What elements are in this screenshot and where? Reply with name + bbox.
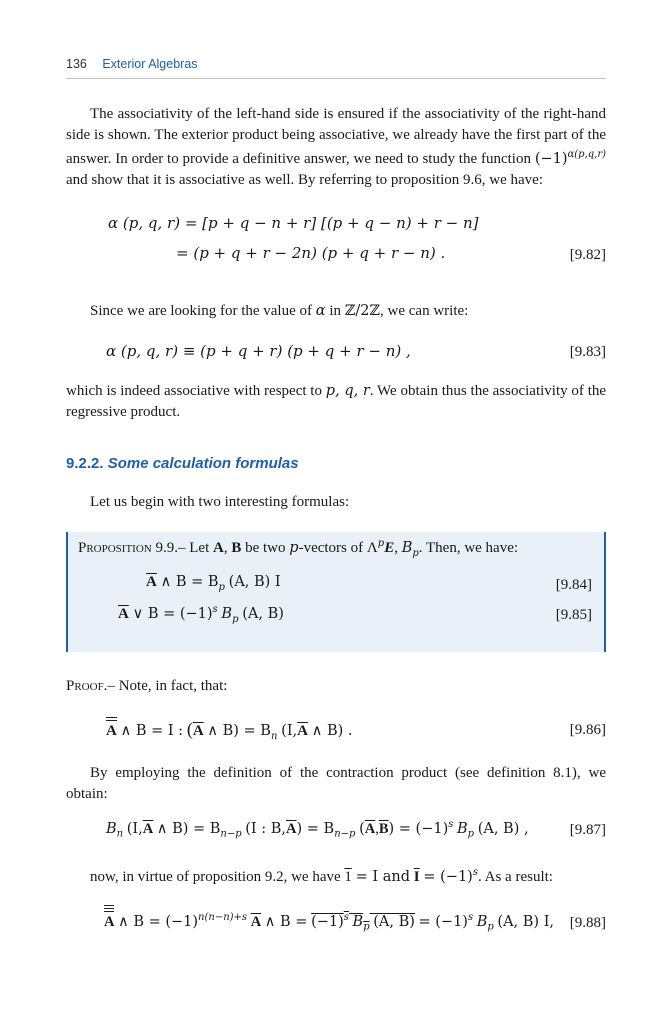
section-heading [66, 455, 299, 472]
function-base: (−1) [534, 151, 568, 168]
eq986-lhs: ∧ B = I : [120, 723, 184, 739]
A-bar: $\overline{A}$ [250, 913, 262, 930]
comma: , [223, 540, 228, 556]
paragraph3-pre: which is indeed associative with respect to [66, 383, 322, 399]
eq984-sub: p [218, 582, 225, 593]
eq988-p2: ∧ B = [264, 913, 308, 930]
symbol-A: A [213, 540, 224, 556]
I-bar: $\overline{I}$ [413, 869, 420, 885]
section-number: 9.2.2. [66, 455, 104, 472]
running-header [66, 57, 606, 79]
Bp-sub: p [412, 548, 419, 559]
equation-number-982: [9.82] [569, 247, 606, 263]
eq988-p6: = (−1) [418, 913, 468, 930]
equation-number-984: [9.84] [555, 577, 592, 593]
eq987-B2: B [457, 820, 468, 837]
section-title: Some calculation formulas [107, 455, 299, 472]
A-bar: $\overline{A}$ [364, 820, 376, 837]
symbol-Bp: B [401, 540, 413, 556]
eq988-sup2: s [343, 912, 349, 923]
proof-dash: – [107, 678, 115, 694]
A-bar: $\overline{A}$ [146, 574, 157, 590]
paragraph1-tail: and show that it is associative as well. By referring to proposition 9.6, we have: [66, 171, 543, 188]
eq988-overlined-group [311, 912, 415, 933]
eq987-p1: (I, [126, 820, 143, 837]
eq988-p8: (A, B) I, [497, 913, 555, 930]
eq987-sub2: n−p [220, 828, 242, 840]
eq988-sup3: s [467, 912, 474, 923]
paragraph3-vars: p, q, r [325, 383, 370, 399]
eq987-sub4: p [467, 828, 475, 840]
equation-number-988: [9.88] [569, 915, 606, 931]
paragraph3-post: . We obtain thus the associativity of the regressive product. [66, 383, 607, 420]
paragraph6-post: . As a result: [477, 869, 553, 885]
paragraph2-mid: in [329, 303, 341, 319]
proof-text: Note, in fact, that: [118, 678, 228, 694]
proposition-text-vectors: -vectors of [298, 540, 364, 556]
paragraph-regressive [66, 381, 606, 422]
equation-985 [118, 604, 284, 625]
equation-982-line2: = (p + q + r − 2n) (p + q + r − n) . [176, 244, 446, 262]
eq987-B: B [106, 820, 117, 837]
eq986-mid: ∧ B) = B [207, 723, 271, 739]
proof-intro [66, 676, 606, 697]
eq988-sub: p [363, 921, 370, 933]
eq988-p5: (A, B) [373, 913, 415, 930]
eq987-p7: ) = (−1) [388, 820, 449, 837]
eq987-p2: ∧ B) = B [156, 820, 221, 837]
paragraph-contraction: By employing the definition of the contraction product (see definition 8.1), we obtain: [66, 765, 606, 802]
eq986-sub: n [270, 731, 278, 742]
equation-986: A ∧ B = I : ($\overline{A}$ ∧ $B) = B_n$ ($I,\overline{A}$ ∧ B) . [106, 719, 353, 742]
eq985-sub: p [232, 614, 239, 625]
paragraph-associativity [66, 104, 606, 190]
symbol-lambda: Λ [366, 540, 378, 556]
eq987-p3: (I : B, [245, 820, 287, 837]
eq985-rest: ∨ B = (−1) [132, 606, 213, 622]
equation-988 [104, 912, 554, 933]
equation-987 [106, 819, 529, 840]
paragraph6-pre: now, in virtue of proposition 9.2, we have [90, 869, 341, 885]
paragraph2-pre: Since we are looking for the value of [90, 303, 313, 319]
proposition-text-pre: Let [189, 540, 210, 556]
paragraph-proposition-92 [66, 863, 606, 888]
proposition-dash: – [178, 540, 186, 556]
equation-983: α (p, q, r) ≡ (p + q + r) (p + q + r − n) , [106, 342, 411, 360]
equation-984 [146, 574, 281, 593]
paragraph2-post: , we can write: [380, 303, 469, 319]
A-bar: $\overline{A}$ [118, 606, 129, 622]
equation-number-985: [9.85] [555, 607, 592, 623]
running-title: Exterior Algebras [102, 57, 198, 71]
eq988-p3: (−1) [311, 913, 344, 930]
A-triple-bar: A [104, 913, 115, 930]
A-double-bar: A [106, 723, 117, 739]
proposition-text-post: . Then, we have: [418, 540, 519, 556]
eq984-tail: (A, B) I [228, 574, 281, 590]
proposition-statement: Proposition 9.9.– Let A, B be two p-vectors of $\Lambda^pE$, $B_p$. Then, we have: [78, 538, 519, 559]
eq986-tail: (I, [281, 723, 298, 739]
eq987-p4: ) = B [296, 820, 335, 837]
function-expression [535, 151, 606, 167]
group-z2z: ℤ/2ℤ [344, 303, 381, 319]
eq987-sub3: n−p [334, 828, 356, 840]
paragraph-intro: Let us begin with two interesting formulas: [90, 494, 350, 510]
eq987-p5: ( [359, 820, 365, 837]
eq987-p9: (A, B) , [477, 820, 529, 837]
A-bar: $\overline{A}$ [286, 820, 297, 837]
page-number: 136 [66, 57, 87, 71]
equation-982-line1: α (p, q, r) = [p + q − n + r] [(p + q − n) + r − n] [108, 214, 479, 232]
symbol-p: p [289, 540, 299, 556]
paragraph-z2z [66, 301, 606, 322]
proposition-label: Proposition 9.9. [78, 540, 178, 556]
paragraph1-text: The associativity of the left-hand side is ensured if the associativity of the right-hand side is shown. The exterior product being associative, we already have the first part of the answer. In order to provide a definitive answer, we need to study the function [66, 106, 606, 168]
proof-label: Proof. [66, 678, 108, 694]
symbol-E: E [384, 540, 395, 556]
proposition-box [66, 532, 606, 652]
eq987-sup: s [448, 819, 454, 830]
equation-number-987: [9.87] [569, 822, 606, 838]
eq988-B2: B [476, 913, 488, 930]
eq988-sup1: n(n−n)+s [198, 912, 248, 923]
one-bar: 1 [344, 869, 352, 885]
symbol-B: B [231, 540, 242, 556]
eq987-sub: n [116, 828, 124, 840]
paragraph6-eq1: = I and [355, 869, 411, 885]
proposition-text-mid: be two [245, 540, 286, 556]
eq985-B: B [221, 606, 233, 622]
lambda-sup: p [377, 538, 385, 549]
A-bar: $\overline{A}$ [192, 723, 204, 739]
function-exponent: α(p,q,r) [567, 149, 607, 161]
eq988-B: B [352, 913, 364, 930]
A-bar: $\overline{A}$ [297, 723, 309, 739]
eq984-rest: ∧ B = B [160, 574, 219, 590]
B-bar: $\overline{B}$ [378, 820, 389, 837]
eq988-sub2: p [487, 921, 494, 933]
A-bar: $\overline{A}$ [142, 820, 154, 837]
eq987-p6: , [375, 820, 379, 837]
eq988-p1: ∧ B = (−1) [118, 913, 199, 930]
equation-number-986: [9.86] [569, 722, 606, 738]
alpha-symbol: α [315, 303, 326, 319]
paragraph6-sup: s [472, 867, 478, 878]
eq986-tail2: ∧ B) . [311, 723, 353, 739]
eq985-sup: s [212, 604, 218, 615]
paragraph6-eq2: = (−1) [423, 869, 473, 885]
eq985-tail: (A, B) [242, 606, 284, 622]
equation-number-983: [9.83] [569, 344, 606, 360]
